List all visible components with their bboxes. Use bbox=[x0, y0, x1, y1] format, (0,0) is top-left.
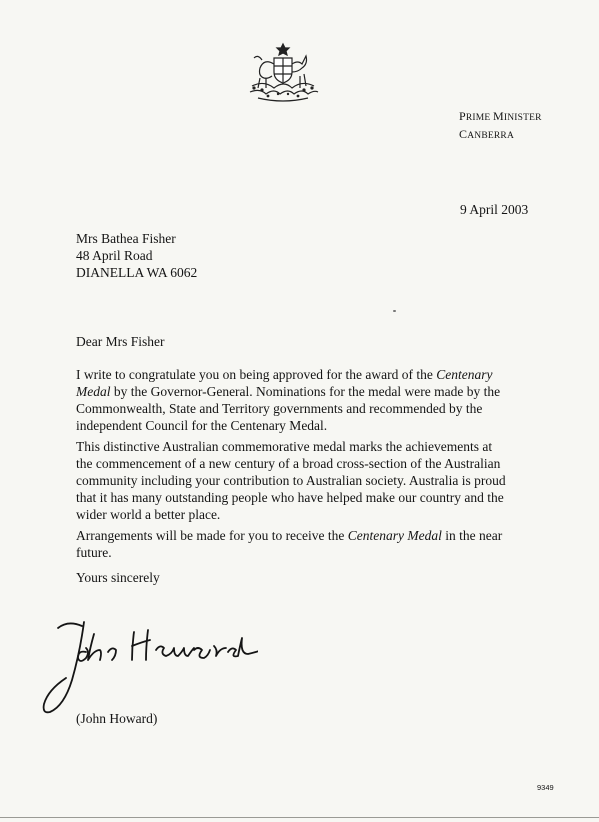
closing: Yours sincerely bbox=[76, 570, 160, 585]
recipient-name: Mrs Bathea Fisher bbox=[76, 231, 176, 246]
medal-name: Centenary Medal bbox=[347, 528, 442, 543]
medal-name: Centenary Medal bbox=[76, 367, 493, 399]
paper-speck bbox=[393, 310, 396, 312]
letter-date: 9 April 2003 bbox=[460, 202, 529, 217]
page-edge bbox=[0, 817, 599, 818]
office-location: CANBERRA bbox=[459, 127, 515, 141]
signature-icon bbox=[38, 612, 258, 720]
office-title: PRIME MINISTER bbox=[459, 109, 542, 123]
reference-number: 9349 bbox=[537, 783, 554, 792]
paragraph-medal-description: This distinctive Australian commemorative medal marks the achievements at the commencement of a new century of a broad cross-section of the Australian community including your contribution to Australian society. Australia is proud that it has many outstanding people who have helped make our country and the wider world a better place. bbox=[76, 439, 506, 522]
signatory-name: (John Howard) bbox=[76, 711, 158, 726]
recipient-address bbox=[76, 230, 197, 281]
paragraph-congratulation: I write to congratulate you on being approved for the award of the Centenary Medal by the Governor-General. Nominations for the medal were made by the Commonwealth, State and Territory governments and recommended by the independent Council for the Centenary Medal. bbox=[76, 367, 501, 433]
recipient-street: 48 April Road bbox=[76, 248, 153, 263]
recipient-city: DIANELLA WA 6062 bbox=[76, 265, 198, 280]
paragraph-arrangements: Arrangements will be made for you to receive the Centenary Medal in the near future. bbox=[76, 528, 503, 560]
salutation: Dear Mrs Fisher bbox=[76, 334, 165, 349]
sender-office bbox=[459, 108, 542, 144]
coat-of-arms-icon bbox=[238, 42, 328, 104]
